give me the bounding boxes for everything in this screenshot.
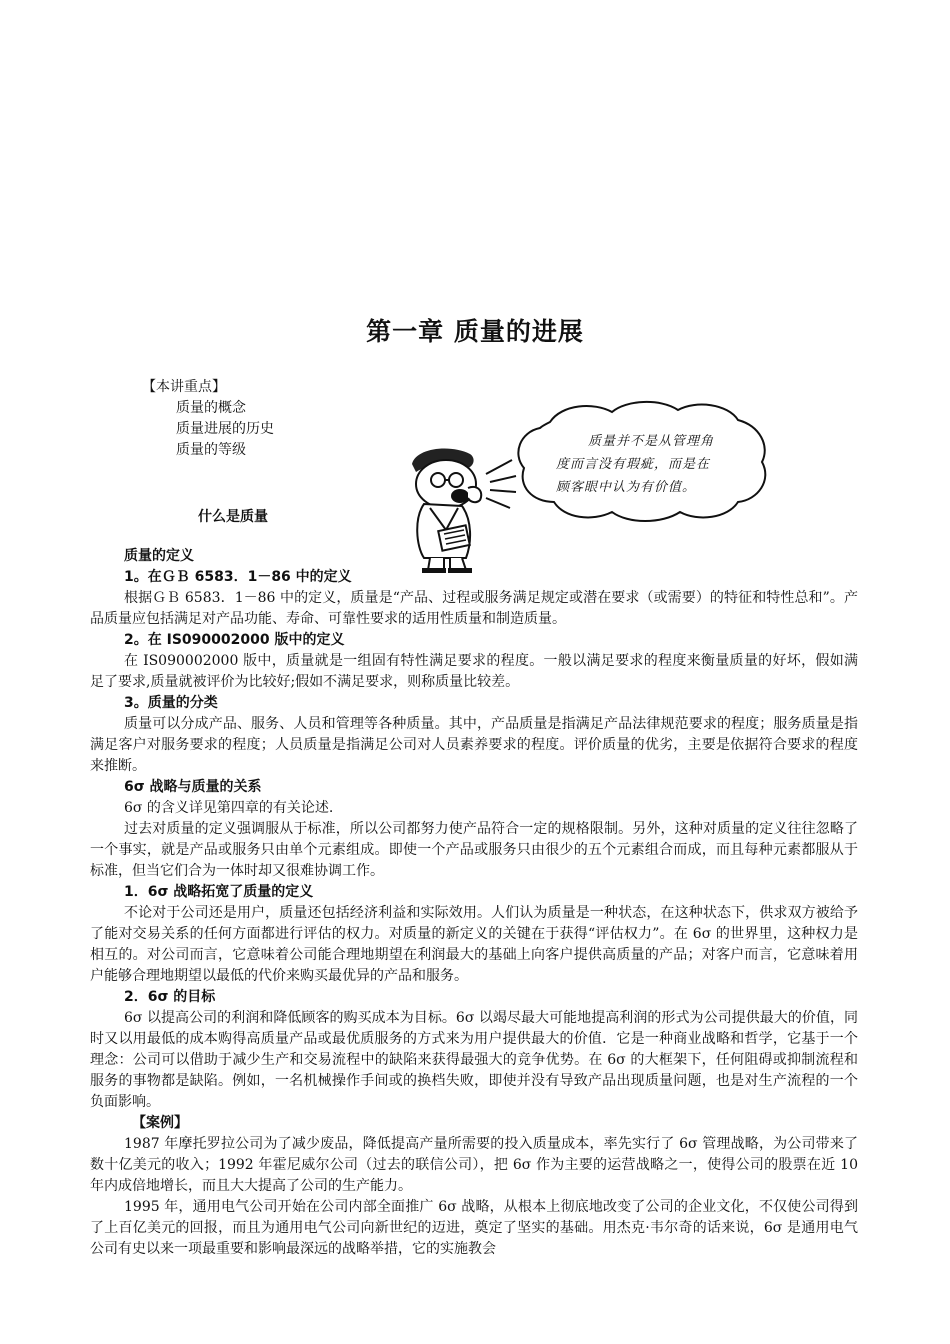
heading-gb-definition: 1。在ＧＢ 6583．1－86 中的定义	[124, 569, 352, 585]
paragraph: 1995 年，通用电气公司开始在公司内部全面推广 6σ 战略，从根本上彻底地改变了公司的企业文化，不仅使公司得到了上百亿美元的回报，而且为通用电气公司向新世纪的迈进，奠定了坚实的基础。用杰克·韦尔奇的话来说，6σ 是通用电气公司有史以来一项最重要和影响最深远的战略举措，它的实施教会	[90, 1199, 858, 1257]
quote-line: 质量并不是从管理角	[588, 434, 715, 449]
key-point-item: 质量的概念	[176, 400, 246, 416]
paragraph: 在 IS090002000 版中，质量就是一组固有特性满足要求的程度。一般以满足要求的程度来衡量质量的好坏，假如满足了要求,质量就被评价为比较好;假如不满足要求，则称质量比较差。	[90, 653, 858, 690]
section-title: 什么是质量	[198, 509, 268, 525]
body-text	[90, 546, 858, 1260]
key-points-heading: 【本讲重点】	[142, 379, 226, 395]
heading-case: 【案例】	[132, 1115, 188, 1131]
heading-broaden-definition: 1．6σ 战略拓宽了质量的定义	[124, 884, 314, 900]
paragraph: 不论对于公司还是用户，质量还包括经济利益和实际效用。人们认为质量是一种状态，在这种状态下，供求双方被给予了能对交易关系的任何方面都进行评估的权力。对质量的新定义的关键在于获得“评估权力”。在 6σ 的世界里，这种权力是相互的。对公司而言，它意味着公司能合理地期望在利润最大的基础上向客户提供高质量的产品；对客户而言，它意味着用户能够合理地期望以最低的代价来购买最优异的产品和服务。	[90, 905, 858, 984]
paragraph: 质量可以分成产品、服务、人员和管理等各种质量。其中，产品质量是指满足产品法律规范要求的程度；服务质量是指满足客户对服务要求的程度；人员质量是指满足公司对人员素养要求的程度。评价质量的优劣，主要是依据符合要求的程度来推断。	[90, 716, 858, 774]
paragraph: 6σ 的含义详见第四章的有关论述.	[124, 800, 334, 816]
quote-bubble	[510, 398, 772, 524]
paragraph: 6σ 以提高公司的利润和降低顾客的购买成本为目标。6σ 以竭尽最大可能地提高利润的形式为公司提供最大的价值，同时又以用最低的成本购得高质量产品或最优质服务的方式来为用户提供最大的价值．它是一种商业战略和哲学，它基于一个理念：公司可以借助于减少生产和交易流程中的缺陷来获得最强大的竞争优势。在 6σ 的大框架下，任何阻碍或抑制流程和服务的事物都是缺陷。例如，一名机械操作手间或的换档失败，即使并没有导致产品出现质量问题，也是对生产流程的一个负面影响。	[90, 1010, 858, 1110]
paragraph: 1987 年摩托罗拉公司为了减少废品，降低提高产量所需要的投入质量成本，率先实行了 6σ 管理战略，为公司带来了数十亿美元的收入；1992 年霍尼威尔公司（过去的联信公司），把 6σ 作为主要的运营战略之一，使得公司的股票在近 10 年内成倍地增长，而且大大提高了公司的生产能力。	[90, 1136, 858, 1194]
key-point-item: 质量进展的历史	[176, 421, 274, 437]
heading-six-sigma-goal: 2．6σ 的目标	[124, 989, 216, 1005]
key-point-item: 质量的等级	[176, 442, 246, 458]
heading-iso-definition: 2。在 IS090002000 版中的定义	[124, 632, 345, 648]
quote-line: 顾客眼中认为有价值。	[556, 480, 697, 495]
chapter-title: 第一章 质量的进展	[366, 317, 584, 346]
quote-text	[556, 430, 736, 499]
paragraph: 根据ＧＢ 6583．1－86 中的定义，质量是“产品、过程或服务满足规定或潜在要求（或需要）的特征和特性总和”。产品质量应包括满足对产品功能、寿命、可靠性要求的适用性质量和制造质量。	[90, 590, 858, 627]
paragraph: 过去对质量的定义强调服从于标准，所以公司都努力使产品符合一定的规格限制。另外，这种对质量的定义往往忽略了一个事实，就是产品或服务只由单个元素组成。即使一个产品或服务只由很少的五个元素组合而成，而且每种元素都服从于标准，但当它们合为一体时却又很难协调工作。	[90, 821, 858, 879]
heading-definition: 质量的定义	[124, 548, 194, 564]
heading-six-sigma-relation: 6σ 战略与质量的关系	[124, 779, 262, 795]
heading-classification: 3。质量的分类	[124, 695, 218, 711]
key-points-list	[176, 398, 274, 461]
quote-line: 度而言没有瑕疵，而是在	[556, 457, 711, 472]
